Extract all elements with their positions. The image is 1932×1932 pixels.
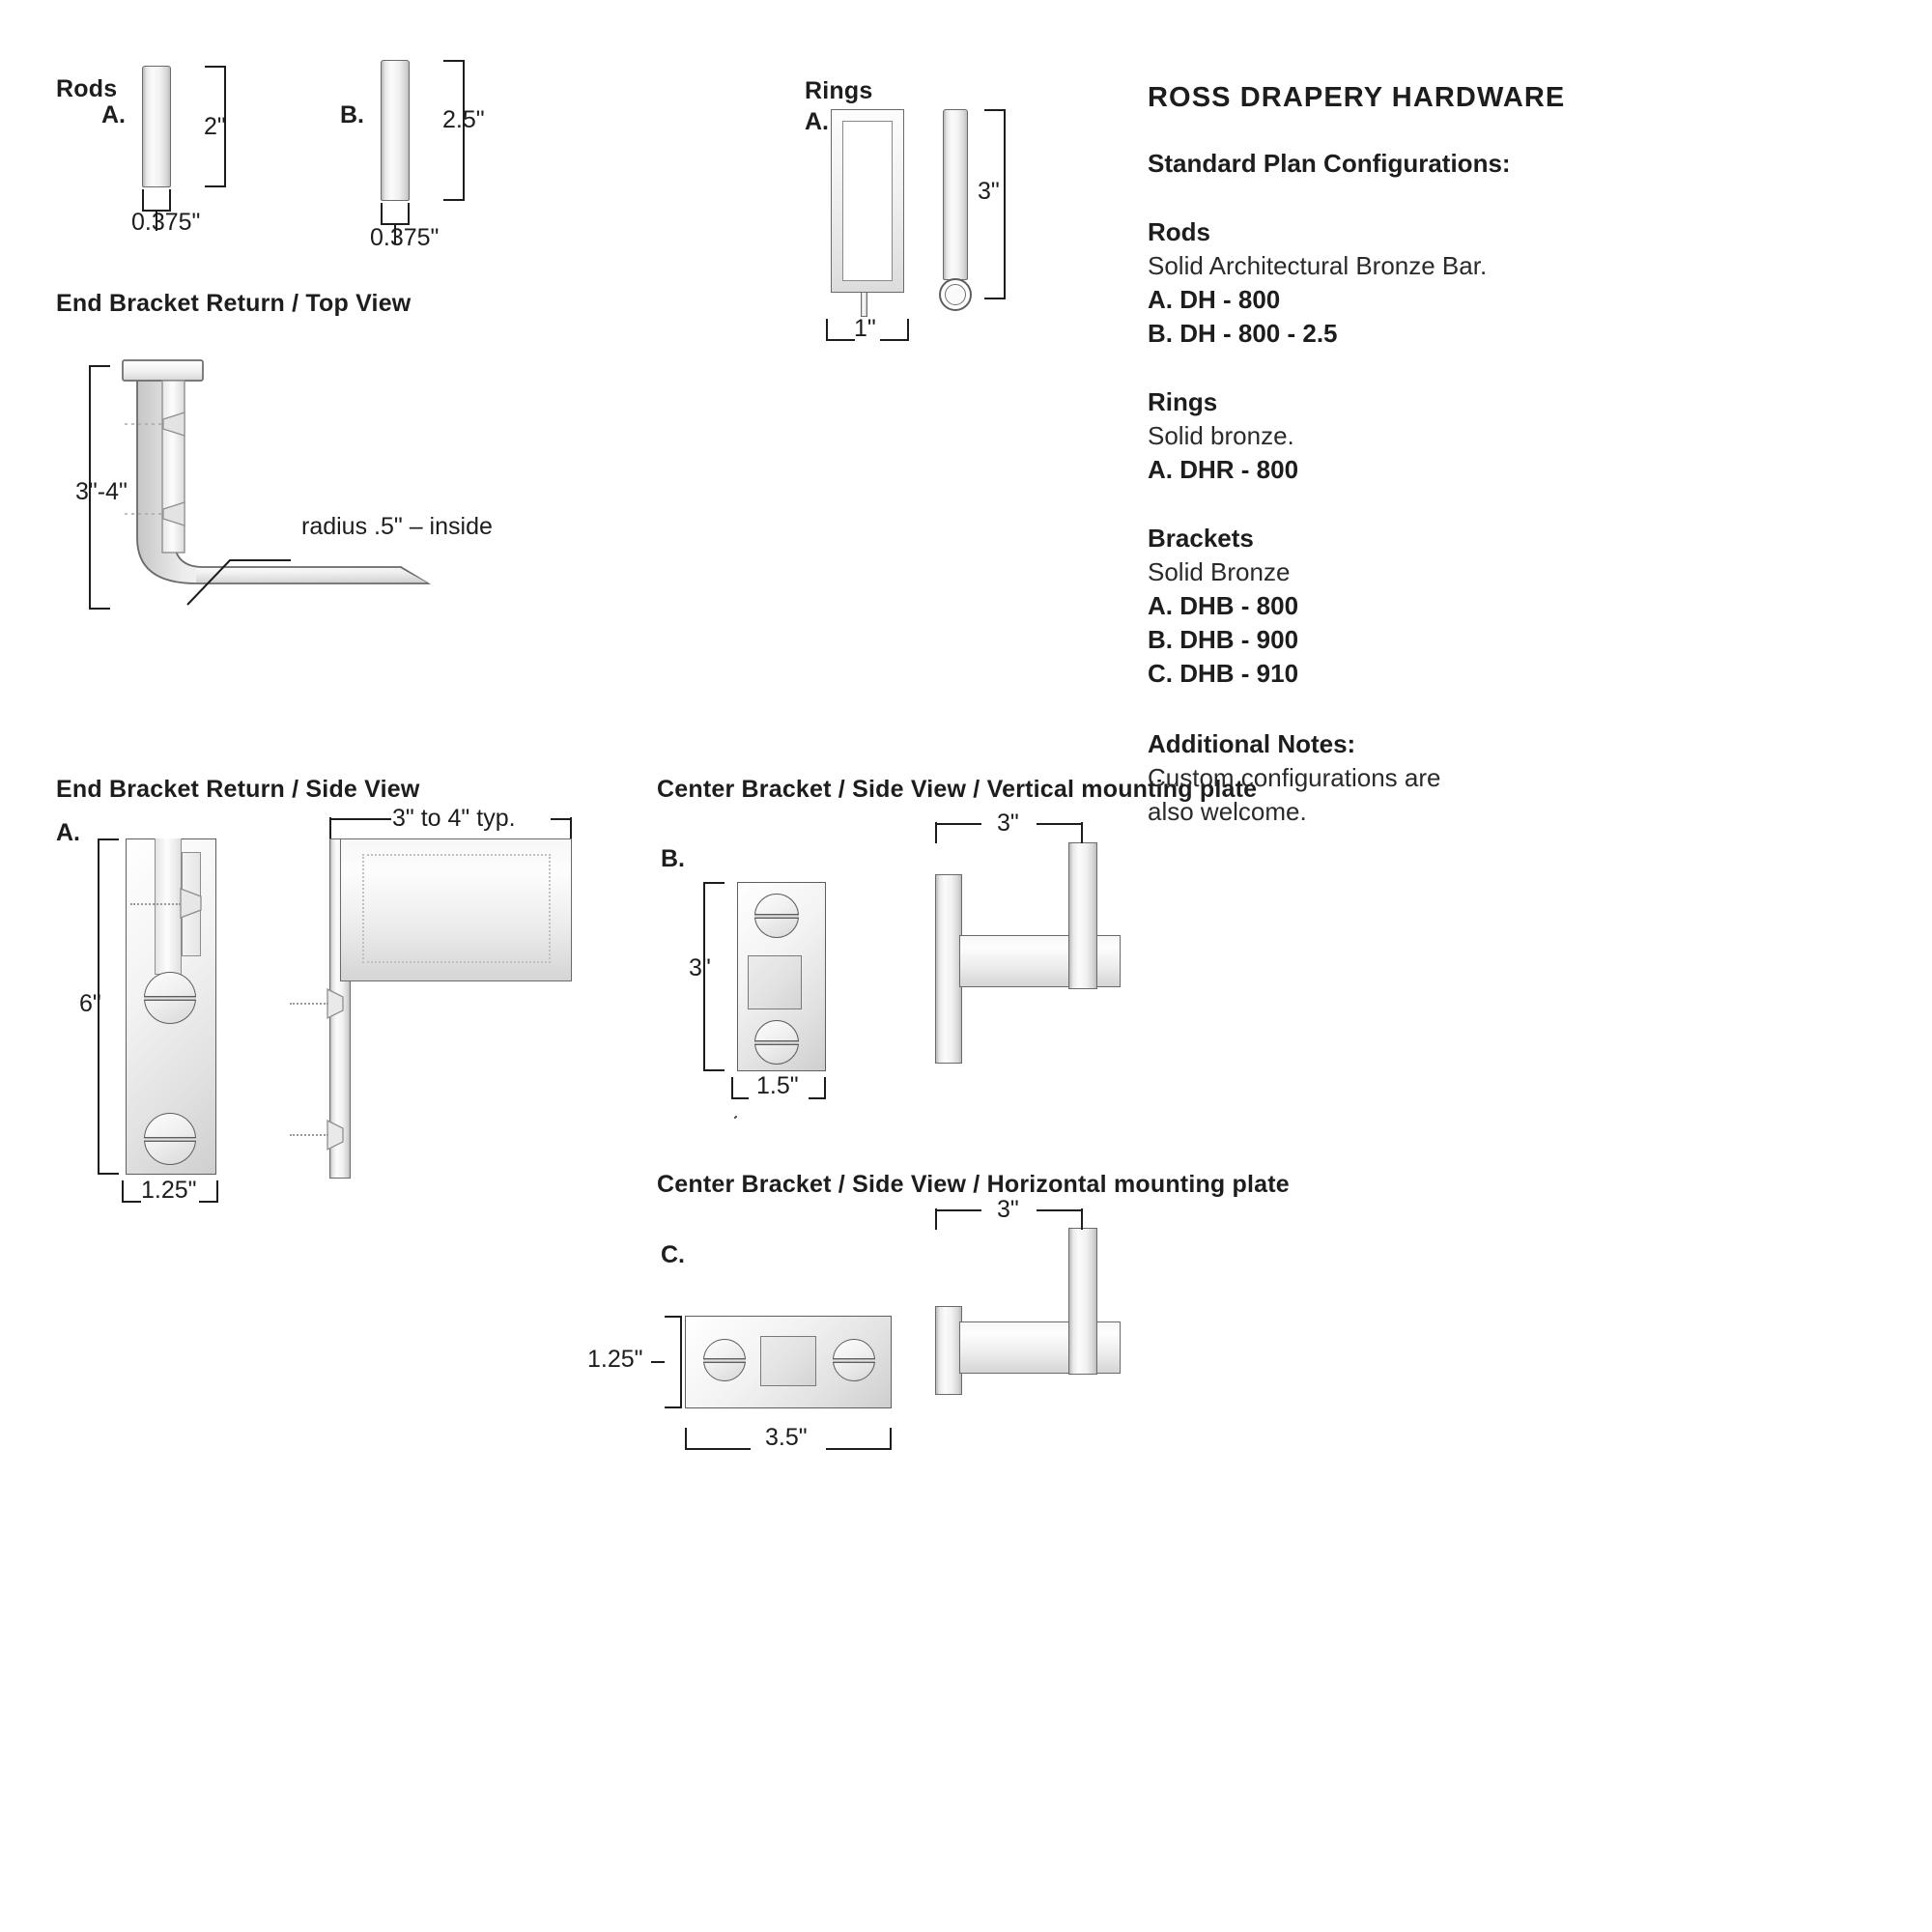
panel-group-brackets-material: Solid Bronze	[1148, 557, 1291, 586]
center-vertical-section-title: Center Bracket / Side View / Vertical mounting plate	[657, 776, 1258, 803]
center-horizontal-height-label: 1.25"	[587, 1346, 643, 1373]
center-vertical-side-post	[1068, 842, 1097, 989]
center-vertical-screw-upper	[754, 894, 799, 938]
panel-notes	[1148, 729, 1553, 827]
spec-panel	[1148, 82, 1566, 827]
bracket-side-rod-hidden-upper	[290, 1003, 328, 1005]
panel-group-rings-heading: Rings	[1148, 387, 1218, 416]
panel-group-brackets	[1148, 524, 1553, 689]
ring-a-letter: A.	[805, 108, 829, 135]
panel-group-rings-material: Solid bronze.	[1148, 421, 1294, 450]
panel-notes-line-1: Custom configurations are	[1148, 763, 1441, 792]
ring-a-height-label: 3"	[978, 178, 1000, 205]
center-horizontal-screw-right	[833, 1339, 875, 1381]
center-vertical-width-label: 1.5"	[756, 1072, 799, 1099]
panel-notes-line-2: also welcome.	[1148, 797, 1307, 826]
panel-notes-heading: Additional Notes:	[1148, 729, 1356, 758]
bracket-side-section-title: End Bracket Return / Side View	[56, 776, 420, 803]
panel-group-brackets-item-2: C. DHB - 910	[1148, 659, 1299, 688]
panel-group-rods-heading: Rods	[1148, 217, 1210, 246]
rod-a-diameter-label: 0.375"	[131, 209, 201, 236]
rod-a-body	[142, 66, 171, 187]
bracket-side-countersink-icon	[180, 887, 211, 920]
panel-title: ROSS DRAPERY HARDWARE	[1148, 82, 1566, 113]
bracket-side-channel	[155, 838, 182, 975]
center-horizontal-side-mount-plate	[935, 1306, 962, 1395]
center-vertical-projection-label: 3"	[997, 810, 1019, 837]
ring-a-eyelet-icon	[939, 278, 972, 311]
bracket-side-letter: A.	[56, 819, 80, 846]
bracket-side-arm-hidden-outline	[362, 854, 551, 963]
rod-a-length-label: 2"	[204, 113, 226, 140]
center-horizontal-letter: C.	[661, 1241, 685, 1268]
bracket-top-section-title: End Bracket Return / Top View	[56, 290, 412, 317]
bracket-top-height-label: 3"-4"	[75, 478, 128, 505]
bracket-side-hidden-line	[130, 903, 181, 905]
panel-group-brackets-item-1: B. DHB - 900	[1148, 625, 1299, 654]
bracket-side-screw-upper	[144, 972, 196, 1024]
panel-group-brackets-item-0: A. DHB - 800	[1148, 591, 1299, 620]
panel-group-brackets-heading: Brackets	[1148, 524, 1254, 553]
panel-group-rods-item-0: A. DH - 800	[1148, 285, 1281, 314]
bracket-side-projection-label: 3" to 4" typ.	[392, 805, 516, 832]
center-vertical-plate-front	[735, 1116, 737, 1118]
rod-b-diameter-label: 0.375"	[370, 224, 440, 251]
rod-b-letter: B.	[340, 101, 364, 128]
panel-group-rods	[1148, 217, 1553, 349]
bracket-side-height-label: 6"	[79, 990, 101, 1017]
bracket-side-height-dimension	[98, 838, 127, 1175]
rods-section-title: Rods	[56, 75, 118, 102]
rings-section-title: Rings	[805, 77, 873, 104]
center-vertical-width-dimension	[731, 1041, 826, 1065]
ring-a-pin	[861, 292, 867, 317]
bracket-side-rod-boss-upper	[326, 987, 355, 1020]
center-horizontal-section-title: Center Bracket / Side View / Horizontal mounting plate	[657, 1171, 1290, 1198]
center-horizontal-height-dimension	[653, 1316, 682, 1408]
bracket-side-rod-hidden-lower	[290, 1134, 328, 1136]
ring-a-width-label: 1"	[854, 315, 876, 342]
bracket-top-radius-label: radius .5" – inside	[301, 513, 493, 540]
center-vertical-center-square	[748, 955, 802, 1009]
ring-a-side-rod	[943, 109, 968, 280]
center-horizontal-projection-label: 3"	[997, 1196, 1019, 1223]
center-vertical-height-label: 3"	[689, 954, 711, 981]
bracket-side-width-label: 1.25"	[141, 1177, 197, 1204]
rod-a-letter: A.	[101, 101, 126, 128]
ring-a-frame-inner	[842, 121, 893, 281]
panel-subtitle: Standard Plan Configurations:	[1148, 149, 1511, 178]
panel-group-rings	[1148, 387, 1553, 485]
center-horizontal-side-post	[1068, 1228, 1097, 1375]
center-horizontal-screw-left	[703, 1339, 746, 1381]
center-vertical-side-mount-plate	[935, 874, 962, 1064]
center-vertical-letter: B.	[661, 845, 685, 872]
bracket-side-rod-boss-lower	[326, 1119, 355, 1151]
rod-b-body	[381, 60, 410, 201]
panel-group-rods-material: Solid Architectural Bronze Bar.	[1148, 251, 1488, 280]
panel-group-rods-item-1: B. DH - 800 - 2.5	[1148, 319, 1338, 348]
center-horizontal-center-square	[760, 1336, 816, 1386]
bracket-side-screw-lower	[144, 1113, 196, 1165]
panel-group-rings-item-0: A. DHR - 800	[1148, 455, 1299, 484]
center-horizontal-width-label: 3.5"	[765, 1424, 808, 1451]
rod-b-length-label: 2.5"	[442, 106, 485, 133]
